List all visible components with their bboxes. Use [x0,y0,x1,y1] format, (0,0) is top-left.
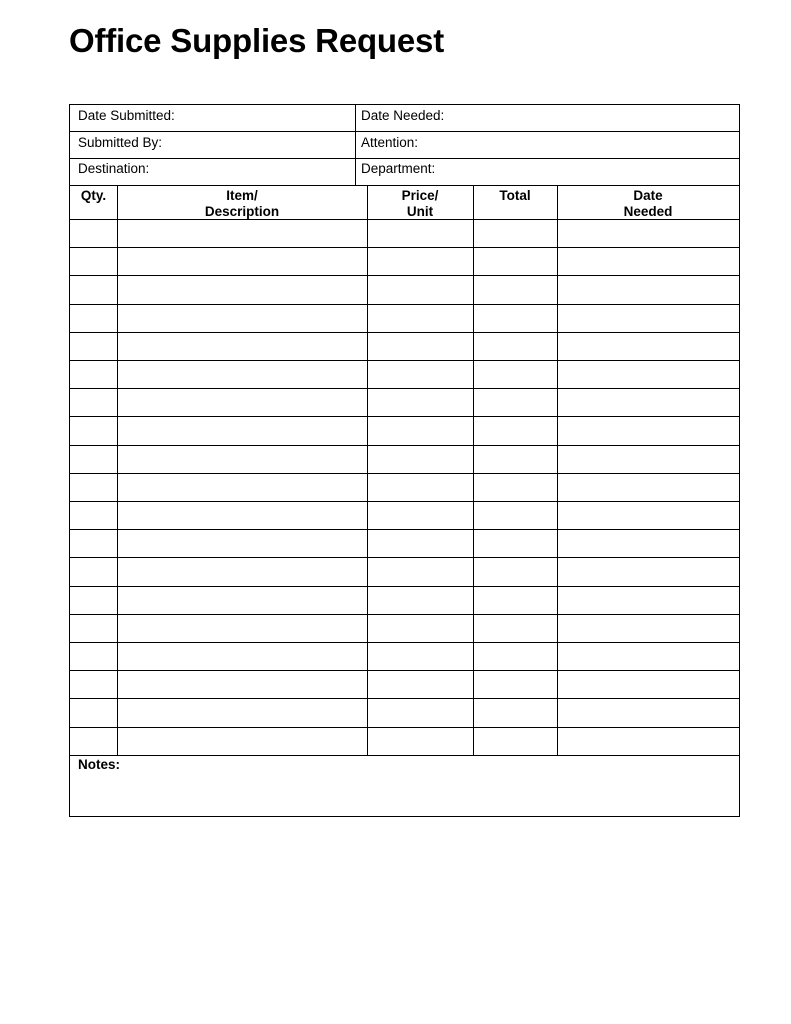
table-cell-total[interactable] [473,247,557,275]
table-cell-date[interactable] [557,219,739,247]
table-cell-price[interactable] [367,360,473,388]
table-cell-item[interactable] [117,275,367,303]
qty-column-header: Qty. [80,188,107,203]
table-cell-total[interactable] [473,388,557,416]
table-cell-price[interactable] [367,557,473,585]
table-cell-qty[interactable] [70,360,117,388]
table-cell-qty[interactable] [70,727,117,755]
table-cell-price[interactable] [367,529,473,557]
table-cell-price[interactable] [367,473,473,501]
table-cell-qty[interactable] [70,586,117,614]
table-cell-price[interactable] [367,614,473,642]
table-cell-total[interactable] [473,529,557,557]
table-cell-price[interactable] [367,501,473,529]
table-cell-qty[interactable] [70,670,117,698]
table-cell-date[interactable] [557,670,739,698]
table-cell-price[interactable] [367,247,473,275]
table-cell-item[interactable] [117,416,367,444]
table-cell-date[interactable] [557,557,739,585]
table-cell-price[interactable] [367,332,473,360]
table-cell-price[interactable] [367,416,473,444]
table-cell-total[interactable] [473,642,557,670]
table-cell-qty[interactable] [70,614,117,642]
table-cell-item[interactable] [117,473,367,501]
table-cell-date[interactable] [557,360,739,388]
table-cell-qty[interactable] [70,557,117,585]
table-cell-qty[interactable] [70,642,117,670]
table-cell-qty[interactable] [70,501,117,529]
table-cell-date[interactable] [557,275,739,303]
table-cell-total[interactable] [473,304,557,332]
table-cell-total[interactable] [473,332,557,360]
table-cell-date[interactable] [557,304,739,332]
table-cell-item[interactable] [117,501,367,529]
table-cell-date[interactable] [557,642,739,670]
table-cell-qty[interactable] [70,388,117,416]
table-cell-total[interactable] [473,275,557,303]
field-divider [70,185,739,186]
table-cell-date[interactable] [557,473,739,501]
table-cell-date[interactable] [557,727,739,755]
table-cell-date[interactable] [557,247,739,275]
table-cell-total[interactable] [473,416,557,444]
table-cell-item[interactable] [117,586,367,614]
table-cell-item[interactable] [117,388,367,416]
table-cell-total[interactable] [473,586,557,614]
price-column-header: Price/ Unit [401,188,439,219]
table-cell-total[interactable] [473,727,557,755]
table-cell-price[interactable] [367,275,473,303]
submitted-by-label: Submitted By: [78,135,163,150]
table-cell-date[interactable] [557,445,739,473]
table-cell-date[interactable] [557,698,739,726]
total-column-header: Total [499,188,531,203]
table-cell-date[interactable] [557,388,739,416]
department-label: Department: [361,161,436,176]
table-cell-total[interactable] [473,445,557,473]
table-cell-total[interactable] [473,614,557,642]
table-cell-total[interactable] [473,670,557,698]
table-cell-item[interactable] [117,304,367,332]
table-cell-qty[interactable] [70,473,117,501]
table-cell-total[interactable] [473,557,557,585]
date-needed-label: Date Needed: [361,108,445,123]
date-submitted-label: Date Submitted: [78,108,175,123]
item-column-header: Item/ Description [204,188,280,219]
table-cell-item[interactable] [117,670,367,698]
table-cell-date[interactable] [557,586,739,614]
field-divider [70,158,739,159]
table-cell-qty[interactable] [70,275,117,303]
attention-label: Attention: [361,135,419,150]
table-cell-total[interactable] [473,473,557,501]
table-cell-total[interactable] [473,219,557,247]
table-cell-item[interactable] [117,219,367,247]
table-cell-price[interactable] [367,388,473,416]
table-cell-item[interactable] [117,557,367,585]
table-cell-qty[interactable] [70,698,117,726]
table-cell-total[interactable] [473,360,557,388]
table-cell-qty[interactable] [70,332,117,360]
table-cell-total[interactable] [473,698,557,726]
notes-field[interactable] [70,755,739,816]
table-cell-date[interactable] [557,332,739,360]
table-cell-item[interactable] [117,360,367,388]
table-cell-price[interactable] [367,586,473,614]
table-cell-total[interactable] [473,501,557,529]
table-cell-price[interactable] [367,670,473,698]
table-cell-qty[interactable] [70,247,117,275]
table-cell-price[interactable] [367,642,473,670]
table-cell-qty[interactable] [70,529,117,557]
page-title: Office Supplies Request [69,22,444,59]
table-cell-date[interactable] [557,416,739,444]
notes-label: Notes: [78,757,121,772]
table-cell-price[interactable] [367,219,473,247]
request-form [69,104,740,817]
table-cell-item[interactable] [117,332,367,360]
table-cell-qty[interactable] [70,445,117,473]
date-needed-column-header: Date Needed [623,188,673,219]
table-cell-date[interactable] [557,501,739,529]
table-cell-item[interactable] [117,529,367,557]
field-column-divider [355,105,356,185]
table-cell-item[interactable] [117,247,367,275]
table-cell-price[interactable] [367,445,473,473]
field-divider [70,131,739,132]
table-cell-item[interactable] [117,445,367,473]
table-cell-item[interactable] [117,698,367,726]
table-cell-qty[interactable] [70,416,117,444]
table-cell-price[interactable] [367,698,473,726]
table-cell-item[interactable] [117,642,367,670]
table-cell-price[interactable] [367,727,473,755]
table-cell-date[interactable] [557,614,739,642]
table-cell-qty[interactable] [70,219,117,247]
table-cell-price[interactable] [367,304,473,332]
destination-label: Destination: [78,161,150,176]
table-cell-item[interactable] [117,614,367,642]
table-cell-date[interactable] [557,529,739,557]
table-cell-qty[interactable] [70,304,117,332]
table-cell-item[interactable] [117,727,367,755]
